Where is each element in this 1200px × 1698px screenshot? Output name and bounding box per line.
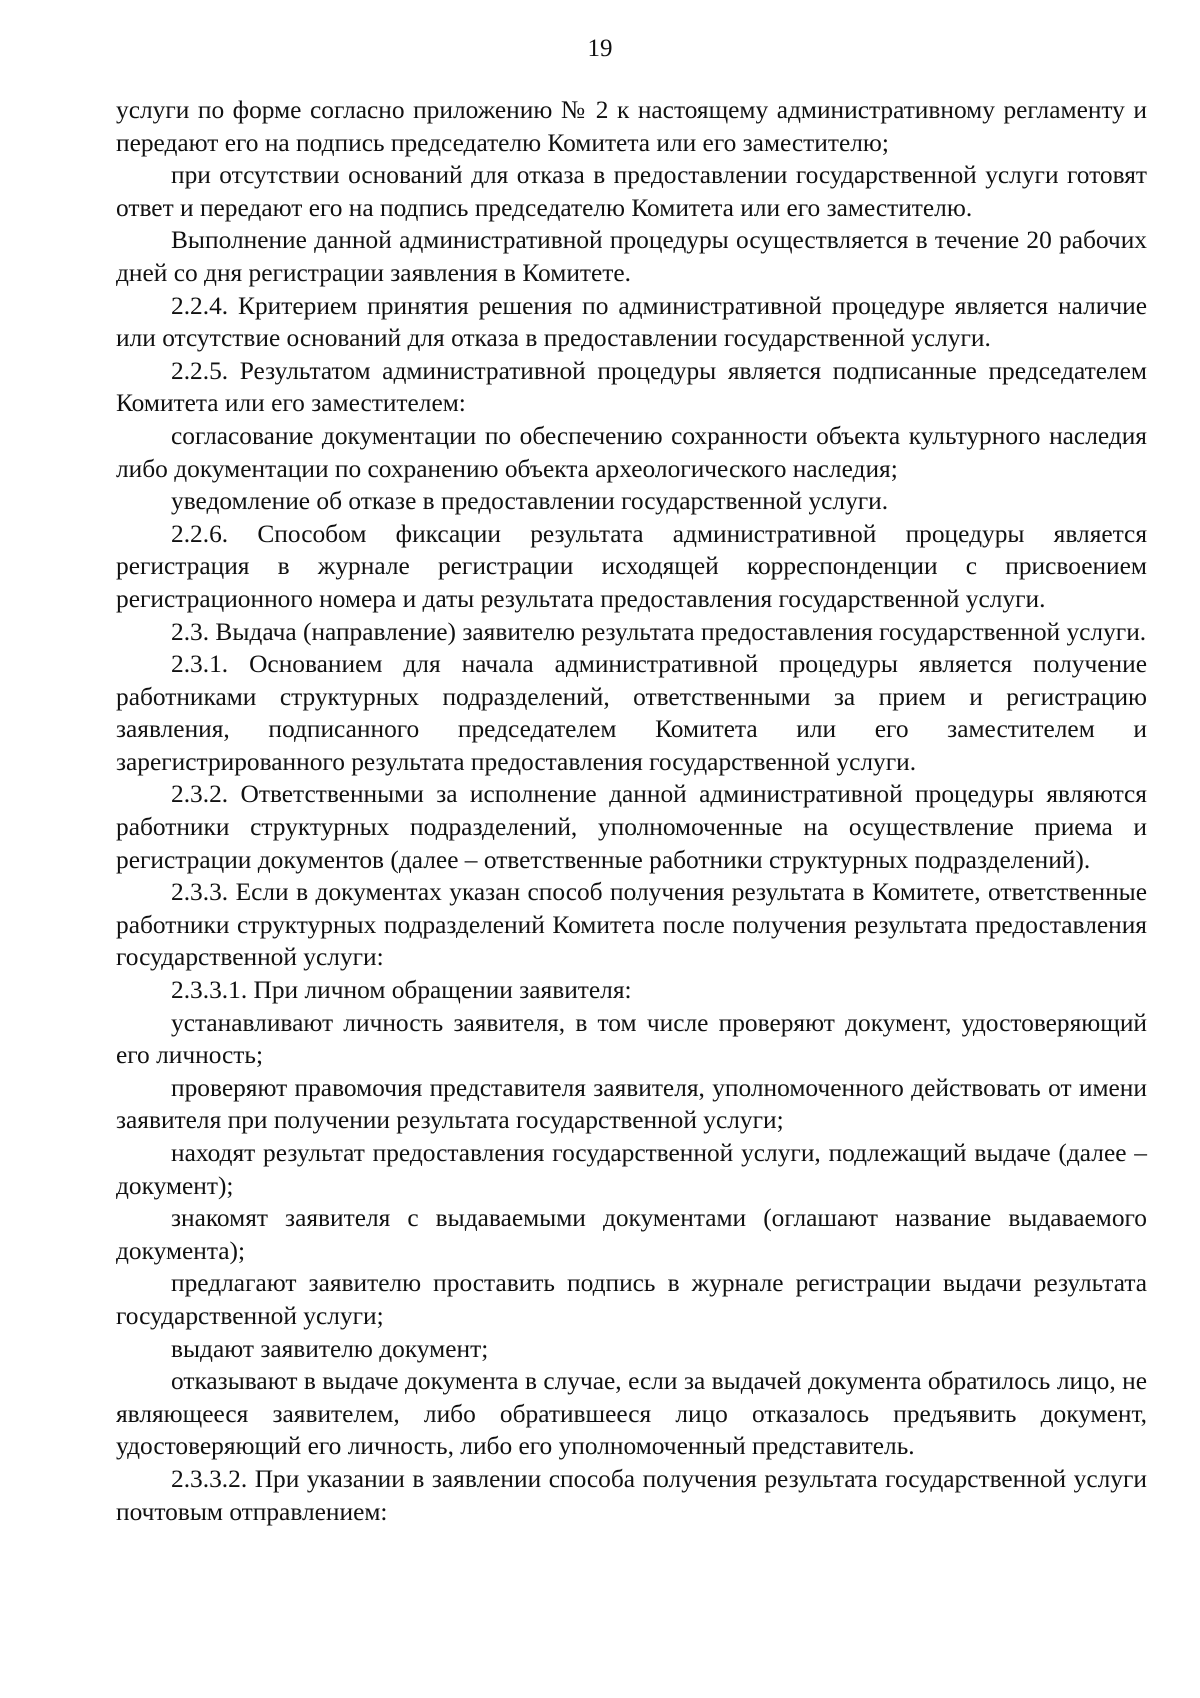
paragraph: выдают заявителю документ;: [171, 1334, 489, 1363]
paragraph: устанавливают личность заявителя, в том числе проверяют документ, удостоверяющий его личность;: [116, 1008, 1147, 1070]
paragraph: 2.2.5. Результатом административной процедуры является подписанные председателем Комитета или его заместителем:: [116, 356, 1147, 418]
paragraph: 2.3.2. Ответственными за исполнение данной административной процедуры являются работники структурных подразделений, уполномоченные на осуществление приема и регистрации документов (далее – ответственные работники структурных подразделений).: [116, 780, 1147, 874]
page-number: 19: [587, 35, 613, 62]
document-body: [116, 94, 1147, 1528]
paragraph: уведомление об отказе в предоставлении государственной услуги.: [171, 487, 889, 516]
paragraph: 2.2.4. Критерием принятия решения по административной процедуре является наличие или отсутствие оснований для отказа в предоставлении государственной услуги.: [116, 291, 1147, 353]
paragraph: отказывают в выдаче документа в случае, если за выдачей документа обратилось лицо, не являющееся заявителем, либо обратившееся лицо отказалось предъявить документ, удостоверяющий его личность, либо его уполномоченный представитель.: [116, 1367, 1147, 1461]
paragraph: проверяют правомочия представителя заявителя, уполномоченного действовать от имени заявителя при получении результата государственной услуги;: [116, 1073, 1147, 1135]
paragraph: согласование документации по обеспечению сохранности объекта культурного наследия либо документации по сохранению объекта археологического наследия;: [116, 421, 1147, 483]
paragraph: предлагают заявителю проставить подпись в журнале регистрации выдачи результата государственной услуги;: [116, 1269, 1147, 1330]
paragraph: при отсутствии оснований для отказа в предоставлении государственной услуги готовят ответ и передают его на подпись председателю Комитета или его заместителю.: [116, 161, 1147, 222]
paragraph: находят результат предоставления государственной услуги, подлежащий выдаче (далее – документ);: [116, 1139, 1147, 1200]
paragraph: Выполнение данной административной процедуры осуществляется в течение 20 рабочих дней со дня регистрации заявления в Комитете.: [116, 226, 1147, 287]
paragraph: 2.3.3. Если в документах указан способ получения результата в Комитете, ответственные работники структурных подразделений Комитета после получения результата предоставления государственной услуги:: [116, 878, 1147, 972]
paragraph: 2.3.3.2. При указании в заявлении способа получения результата государственной услуги почтовым отправлением:: [116, 1464, 1147, 1526]
paragraph: 2.3. Выдача (направление) заявителю результата предоставления государственной услуги.: [171, 617, 1147, 646]
paragraph: 2.2.6. Способом фиксации результата административной процедуры является регистрация в журнале регистрации исходящей корреспонденции с присвоением регистрационного номера и даты результата предоставления государственной услуги.: [116, 519, 1147, 613]
paragraph: знакомят заявителя с выдаваемыми документами (оглашают название выдаваемого документа);: [116, 1204, 1147, 1265]
paragraph: 2.3.3.1. При личном обращении заявителя:: [171, 976, 632, 1005]
paragraph: 2.3.1. Основанием для начала административной процедуры является получение работниками структурных подразделений, ответственными за прием и регистрацию заявления, подписанного председателем Комитета или его заместителем и зарегистрированного результата предоставления государственной услуги.: [116, 650, 1147, 776]
paragraph: услуги по форме согласно приложению № 2 к настоящему административному регламенту и передают его на подпись председателю Комитета или его заместителю;: [116, 96, 1147, 157]
